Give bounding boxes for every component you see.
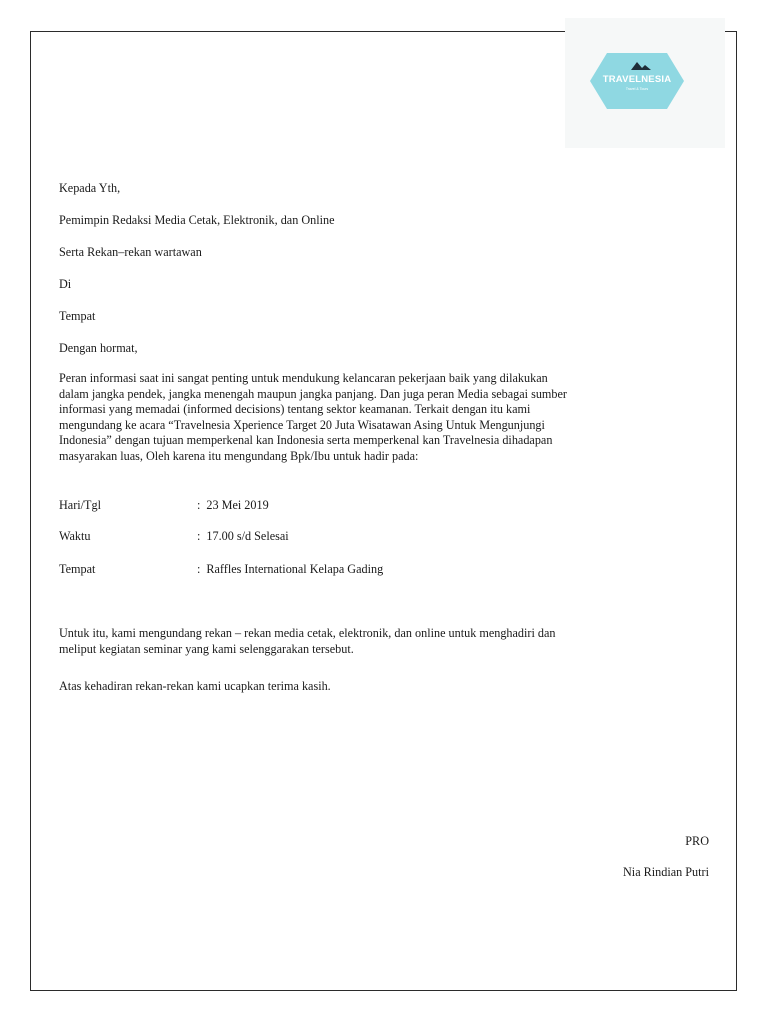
body-paragraph xyxy=(59,371,649,464)
detail-label-time: Waktu xyxy=(59,529,91,543)
closing-line: meliput kegiatan seminar yang kami selenggarakan tersebut. xyxy=(59,641,354,656)
greeting-to: Kepada Yth, xyxy=(59,181,121,195)
detail-value-place: : Raffles International Kelapa Gading xyxy=(197,562,384,576)
closing-paragraph xyxy=(59,626,649,657)
closing-line: Untuk itu, kami mengundang rekan – rekan media cetak, elektronik, dan online untuk menghadiri dan xyxy=(59,626,556,640)
logo-tagline: Travel & Tours xyxy=(625,87,649,91)
body-line: masyarakan luas, Oleh karena itu mengundang Bpk/Ibu untuk hadir pada: xyxy=(59,448,419,463)
di-line: Di xyxy=(59,277,72,291)
salutation: Dengan hormat, xyxy=(59,341,138,355)
body-line: Peran informasi saat ini sangat penting untuk mendukung kelancaran pekerjaan baik yang dilakukan xyxy=(59,371,548,385)
logo-name: TRAVELNESIA xyxy=(602,74,672,85)
body-line: informasi yang memadai (informed decisions) tentang sektor keamanan. Terkait dengan itu kami xyxy=(59,402,531,416)
detail-label-date: Hari/Tgl xyxy=(59,498,101,512)
detail-label-place: Tempat xyxy=(59,562,96,576)
body-line: Indonesia” dengan tujuan memperkenal kan Indonesia serta memperkenal kan Travelnesia dihadapan xyxy=(59,433,553,447)
detail-value-date: : 23 Mei 2019 xyxy=(197,498,269,512)
tempat-line: Tempat xyxy=(59,309,96,323)
thanks-line: Atas kehadiran rekan-rekan kami ucapkan terima kasih. xyxy=(59,679,331,693)
body-line: mengundang ke acara “Travelnesia Xperience Target 20 Juta Wisatawan Asing Untuk Mengunjungi xyxy=(59,417,545,432)
travelnesia-logo xyxy=(589,51,685,111)
detail-value-time: : 17.00 s/d Selesai xyxy=(197,529,289,543)
recipient-line-1: Pemimpin Redaksi Media Cetak, Elektronik, dan Online xyxy=(59,213,335,227)
recipient-line-2: Serta Rekan–rekan wartawan xyxy=(59,245,202,259)
signature-title: PRO xyxy=(685,834,709,848)
body-line: dalam jangka pendek, jangka menengah maupun jangka panjang. Dan juga peran Media sebagai sumber xyxy=(59,386,567,401)
signature-name: Nia Rindian Putri xyxy=(623,865,709,879)
letter-page xyxy=(30,31,737,991)
